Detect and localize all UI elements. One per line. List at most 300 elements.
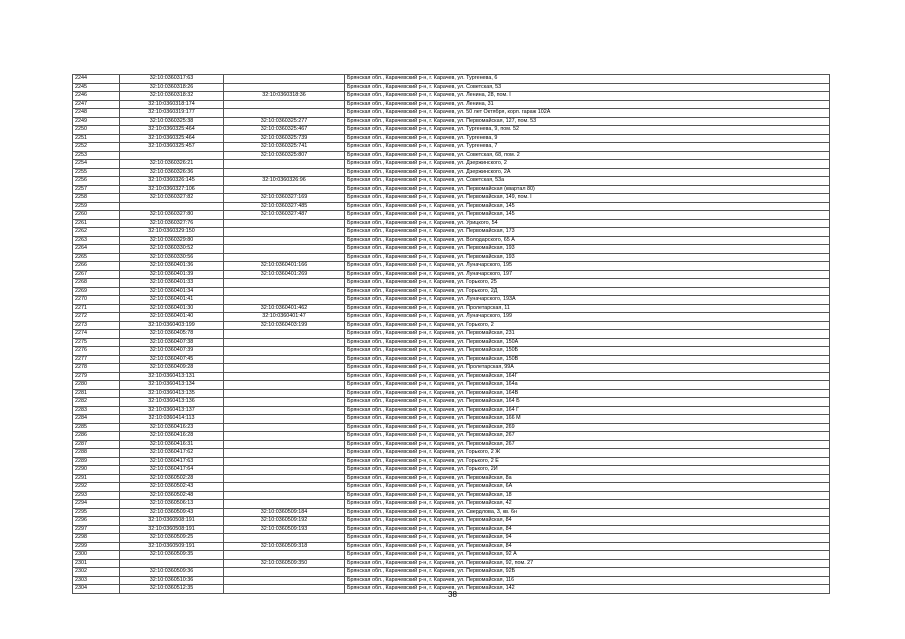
building-cadastral-number-cell xyxy=(224,287,345,296)
table-row xyxy=(73,313,830,322)
row-number-cell: 2294 xyxy=(73,500,120,509)
building-cadastral-number-cell: 32:10:0360325:741 xyxy=(224,143,345,152)
table-row xyxy=(73,109,830,118)
address-cell: Брянская обл., Карачевский р-н, г. Карачев, ул. Первомайская, 164В xyxy=(345,389,830,398)
table-row xyxy=(73,134,830,143)
table-row xyxy=(73,321,830,330)
address-cell: Брянская обл., Карачевский р-н, г. Карачев, ул. Первомайская, 84 xyxy=(345,525,830,534)
row-number-cell: 2257 xyxy=(73,185,120,194)
building-cadastral-number-cell xyxy=(224,279,345,288)
building-cadastral-number-cell: 32:10:0360509:318 xyxy=(224,542,345,551)
row-number-cell: 2284 xyxy=(73,415,120,424)
row-number-cell: 2278 xyxy=(73,364,120,373)
table-row xyxy=(73,126,830,135)
row-number-cell: 2246 xyxy=(73,92,120,101)
parcel-cadastral-number-cell: 32:10:0360413:134 xyxy=(120,381,224,390)
parcel-cadastral-number-cell: 32:10:0360509:25 xyxy=(120,534,224,543)
building-cadastral-number-cell xyxy=(224,483,345,492)
row-number-cell: 2268 xyxy=(73,279,120,288)
address-cell: Брянская обл., Карачевский р-н, г. Карачев, ул. Первомайская, 84 xyxy=(345,517,830,526)
row-number-cell: 2280 xyxy=(73,381,120,390)
building-cadastral-number-cell xyxy=(224,372,345,381)
building-cadastral-number-cell: 32:10:0360325:739 xyxy=(224,134,345,143)
building-cadastral-number-cell: 32:10:0360509:192 xyxy=(224,517,345,526)
row-number-cell: 2277 xyxy=(73,355,120,364)
row-number-cell: 2272 xyxy=(73,313,120,322)
building-cadastral-number-cell xyxy=(224,347,345,356)
address-cell: Брянская обл., Карачевский р-н, г. Карачев, ул. Советская, 53а xyxy=(345,177,830,186)
address-cell: Брянская обл., Карачевский р-н, г. Карачев, ул. Урицкого, 54 xyxy=(345,219,830,228)
address-cell: Брянская обл., Карачевский р-н, г. Карачев, ул. Горького, 2 Ж xyxy=(345,449,830,458)
address-cell: Брянская обл., Карачевский р-н, г. Карачев, ул. Первомайская, 150А xyxy=(345,338,830,347)
address-cell: Брянская обл., Карачевский р-н, г. Карачев, ул. Первомайская, 149, пом. I xyxy=(345,194,830,203)
building-cadastral-number-cell: 32:10:0360401:462 xyxy=(224,304,345,313)
row-number-cell: 2245 xyxy=(73,83,120,92)
building-cadastral-number-cell xyxy=(224,466,345,475)
parcel-cadastral-number-cell: 32:10:0360327:82 xyxy=(120,194,224,203)
address-cell: Брянская обл., Карачевский р-н, г. Карачев, ул. Горького, 2 Е xyxy=(345,457,830,466)
table-row xyxy=(73,177,830,186)
row-number-cell: 2276 xyxy=(73,347,120,356)
address-cell: Брянская обл., Карачевский р-н, г. Карачев, ул. Первомайская, 92, пом. 27 xyxy=(345,559,830,568)
building-cadastral-number-cell xyxy=(224,100,345,109)
parcel-cadastral-number-cell: 32:10:0360327:106 xyxy=(120,185,224,194)
parcel-cadastral-number-cell: 32:10:0360326:21 xyxy=(120,160,224,169)
address-cell: Брянская обл., Карачевский р-н, г. Карачев, ул. Первомайская, 84 xyxy=(345,542,830,551)
row-number-cell: 2258 xyxy=(73,194,120,203)
table-row xyxy=(73,542,830,551)
table-row xyxy=(73,330,830,339)
address-cell: Брянская обл., Карачевский р-н, г. Карачев, ул. Первомайская, 6А xyxy=(345,483,830,492)
building-cadastral-number-cell xyxy=(224,83,345,92)
parcel-cadastral-number-cell: 32:10:0360401:40 xyxy=(120,313,224,322)
table-row xyxy=(73,517,830,526)
address-cell: Брянская обл., Карачевский р-н, г. Карачев, ул. Первомайская, 145 xyxy=(345,211,830,220)
address-cell: Брянская обл., Карачевский р-н, г. Карачев, ул. Горького, 2И xyxy=(345,466,830,475)
parcel-cadastral-number-cell: 32:10:0360401:39 xyxy=(120,270,224,279)
building-cadastral-number-cell: 32:10:0360326:96 xyxy=(224,177,345,186)
table-row xyxy=(73,423,830,432)
address-cell: Брянская обл., Карачевский р-н, г. Карачев, ул. Дзержинского, 2 xyxy=(345,160,830,169)
building-cadastral-number-cell xyxy=(224,474,345,483)
address-cell: Брянская обл., Карачевский р-н, г. Карачев, ул. Первомайская, 164 Б xyxy=(345,398,830,407)
table-row xyxy=(73,143,830,152)
building-cadastral-number-cell xyxy=(224,406,345,415)
parcel-cadastral-number-cell: 32:10:0360327:80 xyxy=(120,211,224,220)
table-row xyxy=(73,398,830,407)
building-cadastral-number-cell: 32:10:0360509:184 xyxy=(224,508,345,517)
row-number-cell: 2282 xyxy=(73,398,120,407)
parcel-cadastral-number-cell: 32:10:0360508:191 xyxy=(120,517,224,526)
table-row xyxy=(73,83,830,92)
address-cell: Брянская обл., Карачевский р-н, г. Карачев, ул. Тургенева, 7 xyxy=(345,143,830,152)
row-number-cell: 2275 xyxy=(73,338,120,347)
row-number-cell: 2283 xyxy=(73,406,120,415)
building-cadastral-number-cell xyxy=(224,219,345,228)
table-row xyxy=(73,228,830,237)
table-row xyxy=(73,194,830,203)
row-number-cell: 2303 xyxy=(73,576,120,585)
building-cadastral-number-cell xyxy=(224,228,345,237)
row-number-cell: 2267 xyxy=(73,270,120,279)
address-cell: Брянская обл., Карачевский р-н, г. Карачев, ул. Первомайская, 145 xyxy=(345,202,830,211)
row-number-cell: 2250 xyxy=(73,126,120,135)
address-cell: Брянская обл., Карачевский р-н, г. Карачев, ул. Первомайская, 116 xyxy=(345,576,830,585)
building-cadastral-number-cell xyxy=(224,245,345,254)
address-cell: Брянская обл., Карачевский р-н, г. Карачев, ул. Первомайская, 8а xyxy=(345,474,830,483)
address-cell: Брянская обл., Карачевский р-н, г. Карачев, ул. Луначарского, 193А xyxy=(345,296,830,305)
building-cadastral-number-cell xyxy=(224,440,345,449)
table-row xyxy=(73,287,830,296)
parcel-cadastral-number-cell: 32:10:0360405:78 xyxy=(120,330,224,339)
building-cadastral-number-cell xyxy=(224,398,345,407)
parcel-cadastral-number-cell: 32:10:0360403:199 xyxy=(120,321,224,330)
row-number-cell: 2260 xyxy=(73,211,120,220)
building-cadastral-number-cell: 32:10:0360327:487 xyxy=(224,211,345,220)
address-cell: Брянская обл., Карачевский р-н, г. Карачев, ул. Первомайская, 142 xyxy=(345,585,830,594)
parcel-cadastral-number-cell: 32:10:0360401:41 xyxy=(120,296,224,305)
table-row xyxy=(73,389,830,398)
building-cadastral-number-cell xyxy=(224,160,345,169)
row-number-cell: 2270 xyxy=(73,296,120,305)
address-cell: Брянская обл., Карачевский р-н, г. Карачев, ул. Первомайская, 166 М xyxy=(345,415,830,424)
parcel-cadastral-number-cell: 32:10:0360330:56 xyxy=(120,253,224,262)
row-number-cell: 2302 xyxy=(73,568,120,577)
address-cell: Брянская обл., Карачевский р-н, г. Карачев, ул. 50 лет Октября, корп. гараж 102А xyxy=(345,109,830,118)
building-cadastral-number-cell: 32:10:0360327:169 xyxy=(224,194,345,203)
address-cell: Брянская обл., Карачевский р-н, г. Карачев, ул. Пролетарская, 99А xyxy=(345,364,830,373)
parcel-cadastral-number-cell: 32:10:0360508:191 xyxy=(120,525,224,534)
row-number-cell: 2256 xyxy=(73,177,120,186)
table-row xyxy=(73,508,830,517)
row-number-cell: 2251 xyxy=(73,134,120,143)
building-cadastral-number-cell xyxy=(224,491,345,500)
parcel-cadastral-number-cell: 32:10:0360317:63 xyxy=(120,75,224,84)
parcel-cadastral-number-cell: 32:10:0360325:464 xyxy=(120,126,224,135)
address-cell: Брянская обл., Карачевский р-н, г. Карачев, ул. Первомайская, 267 xyxy=(345,440,830,449)
row-number-cell: 2263 xyxy=(73,236,120,245)
table-row xyxy=(73,92,830,101)
building-cadastral-number-cell: 32:10:0360509:350 xyxy=(224,559,345,568)
parcel-cadastral-number-cell: 32:10:0360502:43 xyxy=(120,483,224,492)
building-cadastral-number-cell: 32:10:0360401:47 xyxy=(224,313,345,322)
parcel-cadastral-number-cell: 32:10:0360502:28 xyxy=(120,474,224,483)
row-number-cell: 2293 xyxy=(73,491,120,500)
table-row xyxy=(73,168,830,177)
row-number-cell: 2281 xyxy=(73,389,120,398)
building-cadastral-number-cell xyxy=(224,500,345,509)
address-cell: Брянская обл., Карачевский р-н, г. Карачев, ул. Горького, 2Д xyxy=(345,287,830,296)
table-row xyxy=(73,466,830,475)
parcel-cadastral-number-cell: 32:10:0360318:26 xyxy=(120,83,224,92)
table-row xyxy=(73,491,830,500)
table-row xyxy=(73,160,830,169)
table-row xyxy=(73,415,830,424)
parcel-cadastral-number-cell: 32:10:0360407:38 xyxy=(120,338,224,347)
building-cadastral-number-cell xyxy=(224,568,345,577)
row-number-cell: 2266 xyxy=(73,262,120,271)
building-cadastral-number-cell xyxy=(224,364,345,373)
building-cadastral-number-cell xyxy=(224,457,345,466)
table-row xyxy=(73,202,830,211)
table-row xyxy=(73,576,830,585)
address-cell: Брянская обл., Карачевский р-н, г. Карачев, ул. Первомайская, 150Б xyxy=(345,347,830,356)
building-cadastral-number-cell xyxy=(224,576,345,585)
row-number-cell: 2274 xyxy=(73,330,120,339)
building-cadastral-number-cell: 32:10:0360318:36 xyxy=(224,92,345,101)
address-cell: Брянская обл., Карачевский р-н, г. Карачев, ул. Советская, 53 xyxy=(345,83,830,92)
parcel-cadastral-number-cell: 32:10:0360413:136 xyxy=(120,398,224,407)
parcel-cadastral-number-cell: 32:10:0360326:145 xyxy=(120,177,224,186)
parcel-cadastral-number-cell: 32:10:0360502:48 xyxy=(120,491,224,500)
parcel-cadastral-number-cell: 32:10:0360319:177 xyxy=(120,109,224,118)
parcel-cadastral-number-cell: 32:10:0360506:13 xyxy=(120,500,224,509)
address-cell: Брянская обл., Карачевский р-н, г. Карачев, ул. Советская, 68, пом. 2 xyxy=(345,151,830,160)
table-row xyxy=(73,117,830,126)
table-row xyxy=(73,483,830,492)
building-cadastral-number-cell xyxy=(224,75,345,84)
row-number-cell: 2264 xyxy=(73,245,120,254)
table-row xyxy=(73,568,830,577)
building-cadastral-number-cell xyxy=(224,296,345,305)
address-cell: Брянская обл., Карачевский р-н, г. Карачев, ул. Ленина, 31 xyxy=(345,100,830,109)
parcel-cadastral-number-cell: 32:10:0360417:64 xyxy=(120,466,224,475)
row-number-cell: 2259 xyxy=(73,202,120,211)
address-cell: Брянская обл., Карачевский р-н, г. Карачев, ул. Горького, 2 xyxy=(345,321,830,330)
parcel-cadastral-number-cell: 32:10:0360413:131 xyxy=(120,372,224,381)
building-cadastral-number-cell xyxy=(224,432,345,441)
parcel-cadastral-number-cell: 32:10:0360318:174 xyxy=(120,100,224,109)
address-cell: Брянская обл., Карачевский р-н, г. Карачев, ул. Первомайская, 269 xyxy=(345,423,830,432)
registry-table xyxy=(72,74,830,594)
address-cell: Брянская обл., Карачевский р-н, г. Карачев, ул. Первомайская, 42 xyxy=(345,500,830,509)
building-cadastral-number-cell xyxy=(224,355,345,364)
address-cell: Брянская обл., Карачевский р-н, г. Карачев, ул. Первомайская, 193 xyxy=(345,245,830,254)
row-number-cell: 2285 xyxy=(73,423,120,432)
parcel-cadastral-number-cell: 32:10:0360417:63 xyxy=(120,457,224,466)
parcel-cadastral-number-cell: 32:10:0360326:36 xyxy=(120,168,224,177)
table-row xyxy=(73,253,830,262)
row-number-cell: 2295 xyxy=(73,508,120,517)
row-number-cell: 2279 xyxy=(73,372,120,381)
table-row xyxy=(73,211,830,220)
table-row xyxy=(73,525,830,534)
address-cell: Брянская обл., Карачевский р-н, г. Карачев, ул. Первомайская, 193 xyxy=(345,253,830,262)
building-cadastral-number-cell xyxy=(224,381,345,390)
parcel-cadastral-number-cell: 32:10:0360330:52 xyxy=(120,245,224,254)
parcel-cadastral-number-cell: 32:10:0360325:38 xyxy=(120,117,224,126)
row-number-cell: 2286 xyxy=(73,432,120,441)
building-cadastral-number-cell xyxy=(224,415,345,424)
table-row xyxy=(73,75,830,84)
address-cell: Брянская обл., Карачевский р-н, г. Карачев, ул. Первомайская, 164а xyxy=(345,381,830,390)
table-row xyxy=(73,262,830,271)
table-row xyxy=(73,432,830,441)
parcel-cadastral-number-cell: 32:10:0360413:135 xyxy=(120,389,224,398)
parcel-cadastral-number-cell xyxy=(120,202,224,211)
building-cadastral-number-cell: 32:10:0360403:199 xyxy=(224,321,345,330)
row-number-cell: 2248 xyxy=(73,109,120,118)
row-number-cell: 2253 xyxy=(73,151,120,160)
address-cell: Брянская обл., Карачевский р-н, г. Карачев, ул. Первомайская, 92Б xyxy=(345,568,830,577)
table-row xyxy=(73,338,830,347)
building-cadastral-number-cell: 32:10:0360401:166 xyxy=(224,262,345,271)
address-cell: Брянская обл., Карачевский р-н, г. Карачев, ул. Первомайская, 231 xyxy=(345,330,830,339)
building-cadastral-number-cell: 32:10:0360401:269 xyxy=(224,270,345,279)
registry-table-body xyxy=(73,75,830,594)
address-cell: Брянская обл., Карачевский р-н, г. Карачев, ул. Ленина, 28, пом. I xyxy=(345,92,830,101)
row-number-cell: 2287 xyxy=(73,440,120,449)
parcel-cadastral-number-cell: 32:10:0360416:31 xyxy=(120,440,224,449)
row-number-cell: 2301 xyxy=(73,559,120,568)
parcel-cadastral-number-cell: 32:10:0360413:137 xyxy=(120,406,224,415)
parcel-cadastral-number-cell: 32:10:0360509:35 xyxy=(120,551,224,560)
table-row xyxy=(73,500,830,509)
address-cell: Брянская обл., Карачевский р-н, г. Карачев, ул. Первомайская, 164Г xyxy=(345,372,830,381)
building-cadastral-number-cell: 32:10:0360509:193 xyxy=(224,525,345,534)
table-row xyxy=(73,474,830,483)
parcel-cadastral-number-cell: 32:10:0360401:36 xyxy=(120,262,224,271)
row-number-cell: 2255 xyxy=(73,168,120,177)
address-cell: Брянская обл., Карачевский р-н, г. Карачев, ул. Первомайская, 164 Г xyxy=(345,406,830,415)
parcel-cadastral-number-cell: 32:10:0360318:32 xyxy=(120,92,224,101)
building-cadastral-number-cell xyxy=(224,330,345,339)
address-cell: Брянская обл., Карачевский р-н, г. Карачев, ул. Луначарского, 199 xyxy=(345,313,830,322)
table-row xyxy=(73,457,830,466)
building-cadastral-number-cell xyxy=(224,449,345,458)
table-row xyxy=(73,406,830,415)
table-row xyxy=(73,551,830,560)
table-row xyxy=(73,304,830,313)
row-number-cell: 2296 xyxy=(73,517,120,526)
table-row xyxy=(73,245,830,254)
parcel-cadastral-number-cell: 32:10:0360417:62 xyxy=(120,449,224,458)
row-number-cell: 2271 xyxy=(73,304,120,313)
row-number-cell: 2299 xyxy=(73,542,120,551)
parcel-cadastral-number-cell: 32:10:0360401:30 xyxy=(120,304,224,313)
parcel-cadastral-number-cell: 32:10:0360329:150 xyxy=(120,228,224,237)
row-number-cell: 2249 xyxy=(73,117,120,126)
address-cell: Брянская обл., Карачевский р-н, г. Карачев, ул. Луначарского, 195 xyxy=(345,262,830,271)
address-cell: Брянская обл., Карачевский р-н, г. Карачев, ул. Первомайская, 127, пом. 53 xyxy=(345,117,830,126)
table-row xyxy=(73,559,830,568)
table-row xyxy=(73,381,830,390)
row-number-cell: 2289 xyxy=(73,457,120,466)
table-row xyxy=(73,279,830,288)
parcel-cadastral-number-cell: 32:10:0360416:28 xyxy=(120,432,224,441)
address-cell: Брянская обл., Карачевский р-н, г. Карачев, ул. Первомайская, 18 xyxy=(345,491,830,500)
building-cadastral-number-cell xyxy=(224,185,345,194)
building-cadastral-number-cell xyxy=(224,389,345,398)
row-number-cell: 2304 xyxy=(73,585,120,594)
building-cadastral-number-cell: 32:10:0360327:485 xyxy=(224,202,345,211)
parcel-cadastral-number-cell: 32:10:0360401:34 xyxy=(120,287,224,296)
table-row xyxy=(73,355,830,364)
parcel-cadastral-number-cell: 32:10:0360325:464 xyxy=(120,134,224,143)
address-cell: Брянская обл., Карачевский р-н, г. Карачев, ул. Луначарского, 197 xyxy=(345,270,830,279)
table-row xyxy=(73,347,830,356)
table-row xyxy=(73,449,830,458)
page-number: 38 xyxy=(448,590,457,599)
row-number-cell: 2300 xyxy=(73,551,120,560)
row-number-cell: 2290 xyxy=(73,466,120,475)
building-cadastral-number-cell: 32:10:0360325:807 xyxy=(224,151,345,160)
building-cadastral-number-cell xyxy=(224,109,345,118)
parcel-cadastral-number-cell: 32:10:0360510:36 xyxy=(120,576,224,585)
address-cell: Брянская обл., Карачевский р-н, г. Карачев, ул. Первомайская, 150В xyxy=(345,355,830,364)
parcel-cadastral-number-cell: 32:10:0360327:76 xyxy=(120,219,224,228)
parcel-cadastral-number-cell: 32:10:0360512:35 xyxy=(120,585,224,594)
row-number-cell: 2244 xyxy=(73,75,120,84)
parcel-cadastral-number-cell: 32:10:0360409:28 xyxy=(120,364,224,373)
parcel-cadastral-number-cell: 32:10:0360401:33 xyxy=(120,279,224,288)
address-cell: Брянская обл., Карачевский р-н, г. Карачев, ул. Тургенева, 9, пом. 52 xyxy=(345,126,830,135)
row-number-cell: 2292 xyxy=(73,483,120,492)
building-cadastral-number-cell xyxy=(224,253,345,262)
address-cell: Брянская обл., Карачевский р-н, г. Карачев, ул. Володарского, 65 А xyxy=(345,236,830,245)
address-cell: Брянская обл., Карачевский р-н, г. Карачев, ул. Горького, 25 xyxy=(345,279,830,288)
parcel-cadastral-number-cell: 32:10:0360329:80 xyxy=(120,236,224,245)
parcel-cadastral-number-cell: 32:10:0360325:457 xyxy=(120,143,224,152)
row-number-cell: 2298 xyxy=(73,534,120,543)
building-cadastral-number-cell: 32:10:0360325:277 xyxy=(224,117,345,126)
building-cadastral-number-cell xyxy=(224,423,345,432)
address-cell: Брянская обл., Карачевский р-н, г. Карачев, ул. Первомайская, 94 xyxy=(345,534,830,543)
row-number-cell: 2273 xyxy=(73,321,120,330)
table-row xyxy=(73,296,830,305)
row-number-cell: 2269 xyxy=(73,287,120,296)
table-row xyxy=(73,219,830,228)
parcel-cadastral-number-cell xyxy=(120,559,224,568)
address-cell: Брянская обл., Карачевский р-н, г. Карачев, ул. Пролетарская, 11 xyxy=(345,304,830,313)
parcel-cadastral-number-cell: 32:10:0360509:36 xyxy=(120,568,224,577)
row-number-cell: 2288 xyxy=(73,449,120,458)
address-cell: Брянская обл., Карачевский р-н, г. Карачев, ул. Тургенева, 9 xyxy=(345,134,830,143)
row-number-cell: 2261 xyxy=(73,219,120,228)
table-row xyxy=(73,151,830,160)
table-row xyxy=(73,100,830,109)
table-row xyxy=(73,185,830,194)
building-cadastral-number-cell xyxy=(224,534,345,543)
building-cadastral-number-cell xyxy=(224,551,345,560)
parcel-cadastral-number-cell: 32:10:0360407:39 xyxy=(120,347,224,356)
parcel-cadastral-number-cell: 32:10:0360416:23 xyxy=(120,423,224,432)
row-number-cell: 2252 xyxy=(73,143,120,152)
building-cadastral-number-cell xyxy=(224,338,345,347)
address-cell: Брянская обл., Карачевский р-н, г. Карачев, ул. Тургенева, 6 xyxy=(345,75,830,84)
parcel-cadastral-number-cell: 32:10:0360414:113 xyxy=(120,415,224,424)
parcel-cadastral-number-cell: 32:10:0360407:45 xyxy=(120,355,224,364)
table-row xyxy=(73,270,830,279)
building-cadastral-number-cell: 32:10:0360325:467 xyxy=(224,126,345,135)
address-cell: Брянская обл., Карачевский р-н, г. Карачев, ул. Дзержинского, 2А xyxy=(345,168,830,177)
table-row xyxy=(73,534,830,543)
row-number-cell: 2265 xyxy=(73,253,120,262)
table-row xyxy=(73,364,830,373)
address-cell: Брянская обл., Карачевский р-н, г. Карачев, ул. Свердлова, 3, кв. 6н xyxy=(345,508,830,517)
row-number-cell: 2291 xyxy=(73,474,120,483)
parcel-cadastral-number-cell: 32:10:0360509:191 xyxy=(120,542,224,551)
row-number-cell: 2297 xyxy=(73,525,120,534)
address-cell: Брянская обл., Карачевский р-н, г. Карачев, ул. Первомайская (квартал 80) xyxy=(345,185,830,194)
address-cell: Брянская обл., Карачевский р-н, г. Карачев, ул. Первомайская, 92 А xyxy=(345,551,830,560)
parcel-cadastral-number-cell xyxy=(120,151,224,160)
table-row xyxy=(73,440,830,449)
building-cadastral-number-cell xyxy=(224,168,345,177)
building-cadastral-number-cell xyxy=(224,236,345,245)
row-number-cell: 2247 xyxy=(73,100,120,109)
table-row xyxy=(73,372,830,381)
